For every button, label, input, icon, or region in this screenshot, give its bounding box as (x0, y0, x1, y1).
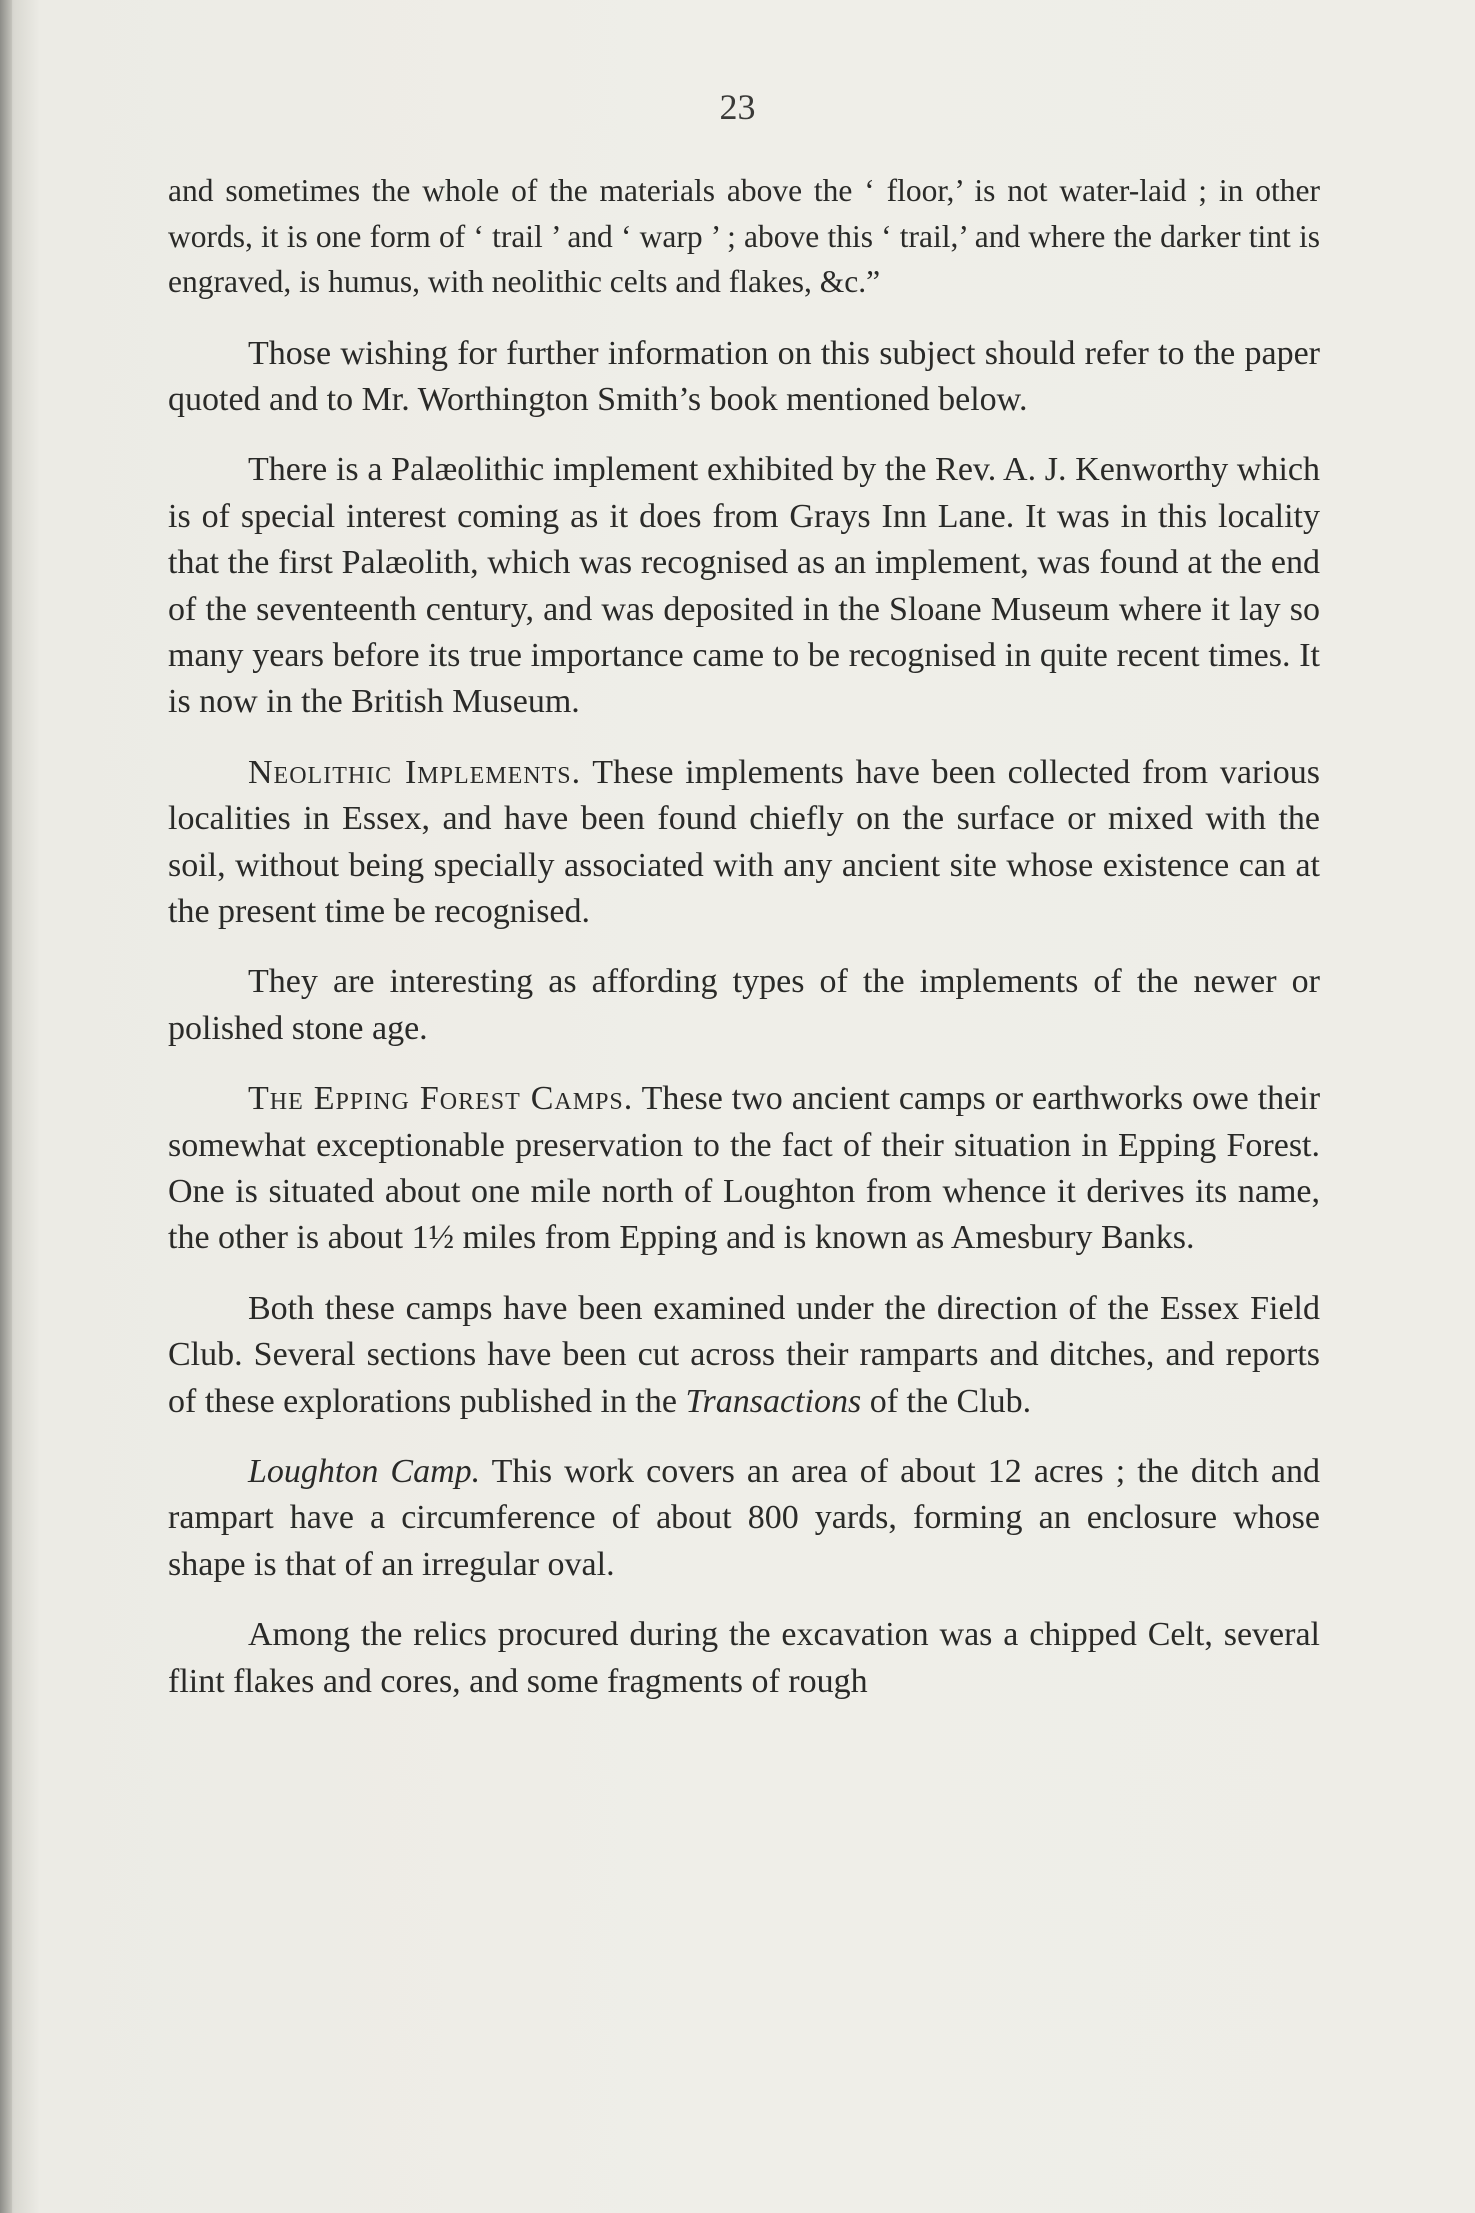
paragraph-epping-forest-camps (168, 1076, 1320, 1262)
paragraph-quote-end: and sometimes the whole of the materials above the ‘ floor,’ is not water-laid ; in other words, it is one form of ‘ trail ’ and ‘ warp ’ ; above this ‘ trail,’ and where the darker tint is engraved, is humus, with neolithic celts and flakes, &c.” (168, 173, 1320, 299)
section-heading-neolithic-implements: Neolithic Implements. (248, 753, 582, 791)
section-heading-epping-forest-camps: The Epping Forest Camps. (248, 1080, 634, 1118)
paragraph-relics: Among the relics procured during the excavation was a chipped Celt, several flint flakes and cores, and some fragments of rough (168, 1616, 1320, 1700)
paragraph-loughton-camp (168, 1449, 1320, 1588)
paragraph-camps-examined (168, 1286, 1320, 1425)
transactions-title: Transactions (685, 1382, 862, 1420)
body-text (168, 168, 1320, 1729)
paragraph-neolithic-implements-body: These implements have been collected from various localities in Essex, and have been found chiefly on the surface or mixed with the soil, without being specially associated with any ancient site whose existence can at the present time be recognised. (168, 753, 1320, 930)
paragraph-implement-types: They are interesting as affording types of the implements of the newer or polished stone age. (168, 963, 1320, 1047)
paragraph-further-information: Those wishing for further information on this subject should refer to the paper quoted and to Mr. Worthington Smith’s book mentioned below. (168, 334, 1320, 418)
page-binding-edge (0, 0, 12, 2213)
paragraph-palaeolithic-implement: There is a Palæolithic implement exhibited by the Rev. A. J. Kenworthy which is of special interest coming as it does from Grays Inn Lane. It was in this locality that the first Palæolith, which was recognised as an implement, was found at the end of the seventeenth century, and was deposited in the Sloane Museum where it lay so many years before its true importance came to be recognised in quite recent times. It is now in the British Museum. (168, 451, 1320, 721)
paragraph-neolithic-implements (168, 750, 1320, 936)
section-heading-loughton-camp: Loughton Camp. (248, 1453, 481, 1491)
paragraph-loughton-camp-body: This work covers an area of about 12 acres ; the ditch and rampart have a circumference of about 800 yards, forming an enclosure whose shape is that of an irregular oval. (168, 1453, 1320, 1583)
paragraph-camps-examined-start: Both these camps have been examined under the direction of the Essex Field Club. Several sections have been cut across their ramparts and ditches, and reports of these explorations published in the (168, 1289, 1320, 1420)
paragraph-camps-examined-end: of the Club. (869, 1382, 1032, 1420)
paragraph-epping-forest-camps-body: These two ancient camps or earthworks owe their somewhat exceptionable preservation to the fact of their situation in Epping Forest. One is situated about one mile north of Loughton from whence it derives its name, the other is about 1½ miles from Epping and is known as Amesbury Banks. (168, 1080, 1321, 1257)
page-number: 23 (719, 87, 756, 127)
